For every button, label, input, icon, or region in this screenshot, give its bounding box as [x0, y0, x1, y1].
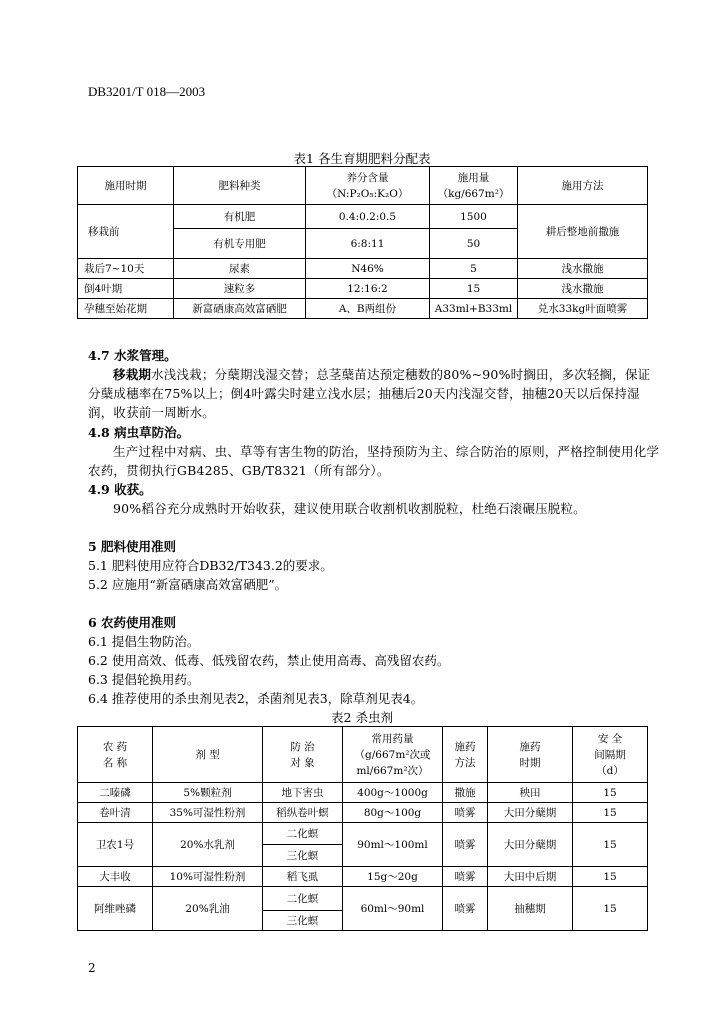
insecticide-table	[77, 726, 648, 931]
header-amount: 施用量 （kg/667m²）	[430, 167, 518, 205]
section-4-7-title: 4.7 水浆管理。	[88, 348, 177, 363]
header-target: 防 治 对 象	[263, 727, 343, 783]
header-name: 农 药 名 称	[78, 727, 153, 783]
table1-caption: 表1 各生育期肥料分配表	[293, 151, 431, 166]
table-row: 三化螟	[78, 911, 648, 931]
table-row: 卫农1号 20%水乳剂 二化螟 90ml～100ml 喷雾 大田分蘖期 15	[78, 823, 648, 845]
section-5-1: 5.1 肥料使用应符合DB32/T343.2的要求。	[88, 558, 333, 573]
section-4-9-title: 4.9 收获。	[88, 482, 152, 497]
section-5-2: 5.2 应施用“新富硒康高效富硒肥”。	[88, 577, 288, 592]
table-row: 大丰收 10%可湿性粉剂 稻飞虱 15g～20g 喷雾 大田中后期 15	[78, 867, 648, 887]
section-6-2: 6.2 使用高效、低毒、低残留农药，禁止使用高毒、高残留农药。	[88, 653, 450, 668]
document-code: DB3201/T 018—2003	[88, 84, 206, 99]
table1-header-row	[78, 167, 648, 205]
section-6-title: 6 农药使用准则	[88, 615, 177, 630]
header-period: 施药 时期	[488, 727, 573, 783]
table-row: 阿维唑磷 20%乳油 二化螟 60ml～90ml 喷雾 抽穗期 15	[78, 887, 648, 911]
header-method: 施用方法	[518, 167, 648, 205]
section-5-title: 5 肥料使用准则	[88, 539, 177, 554]
section-4-8-body: 生产过程中对病、虫、草等有害生物的防治，坚持预防为主、综合防治的原则，严格控制使用化学农药，贯彻执行GB4285、GB/T8321（所有部分）。	[88, 444, 660, 478]
header-form: 剂 型	[153, 727, 263, 783]
header-fert-type: 肥料种类	[174, 167, 306, 205]
table-row: 三化螟	[78, 845, 648, 867]
table-row: 移栽前 有机肥 0.4:0.2:0.5 1500 耕后整地前撒施	[78, 205, 648, 229]
table-row: 倒4叶期 速粒多 12:16:2 15 浅水撒施	[78, 279, 648, 299]
table2-header-row	[78, 727, 648, 783]
header-dose: 常用药量 （g/667m²次或 ml/667m²次）	[343, 727, 443, 783]
header-method: 施药 方法	[443, 727, 488, 783]
page-number: 2	[88, 961, 96, 975]
section-6-4: 6.4 推荐使用的杀虫剂见表2，杀菌剂见表3，除草剂见表4。	[88, 691, 424, 706]
section-4-7-body: 移栽期水浅浅栽；分蘖期浅湿交替；总茎蘖苗达预定穗数的80%~90%时搁田，多次轻搁，保证分蘖成穗率在75%以上；倒4叶露尖时建立浅水层；抽穗后20天内浅湿交替，抽穗20天以后保持湿润，收获前一周断水。	[88, 367, 651, 420]
header-nutrient: 养分含量 （N:P₂O₅:K₂O）	[306, 167, 430, 205]
fertilizer-allocation-table	[77, 166, 648, 319]
section-4-9-body: 90%稻谷充分成熟时开始收获，建议使用联合收割机收割脱粒，杜绝石滚碾压脱粒。	[113, 501, 586, 516]
table-row: 二嗪磷 5%颗粒剂 地下害虫 400g～1000g 撒施 秧田 15	[78, 783, 648, 803]
table-row: 卷叶清 35%可湿性粉剂 稻纵卷叶螟 80g～100g 喷雾 大田分蘖期 15	[78, 803, 648, 823]
header-period: 施用时期	[78, 167, 174, 205]
table-row: 有机专用肥 6:8:11 50	[78, 229, 648, 259]
header-interval: 安 全 间隔期 （d）	[573, 727, 648, 783]
table2-caption: 表2 杀虫剂	[331, 710, 393, 725]
table-row: 孕穗至始花期 新富硒康高效富硒肥 A、B两组份 A33ml+B33ml 兑水33kg叶面喷雾	[78, 299, 648, 319]
table-row: 栽后7~10天 尿素 N46% 5 浅水撒施	[78, 259, 648, 279]
section-6-1: 6.1 提倡生物防治。	[88, 634, 200, 649]
section-4-8-title: 4.8 病虫草防治。	[88, 425, 190, 440]
section-6-3: 6.3 提倡轮换用药。	[88, 672, 200, 687]
